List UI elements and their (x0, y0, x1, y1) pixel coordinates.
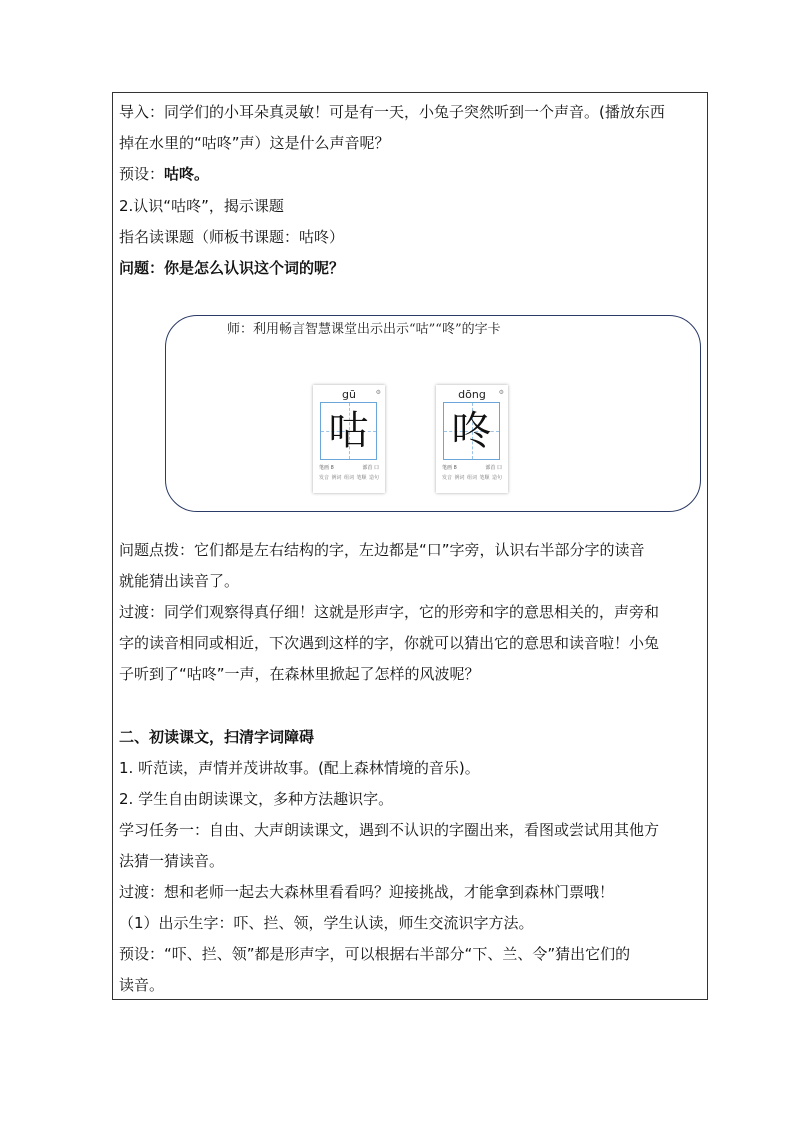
bold-answer: 咕咚。 (164, 165, 210, 183)
text-line: （1）出示生字：吓、拦、领，学生认读，师生交流识字方法。 (119, 914, 534, 932)
text-line: 子听到了“咕咚”一声，在森林里掀起了怎样的风波呢？ (119, 665, 480, 683)
text-line: 掉在水里的“咕咚”声）这是什么声音呢？ (119, 134, 390, 152)
text-line: 2.认识“咕咚”，揭示课题 (119, 197, 284, 215)
text-line: 过渡：同学们观察得真仔细！这就是形声字，它的形旁和字的意思相关的，声旁和 (119, 603, 660, 621)
radical-label: 部首 口 (485, 465, 502, 471)
card-meta (442, 464, 502, 471)
character-card-gu (313, 385, 385, 493)
text-line: 法猜一猜读音。 (119, 852, 225, 870)
tool-item: 笔顺 (479, 475, 490, 481)
radical-label: 部首 口 (362, 465, 379, 471)
word-card-callout (165, 315, 701, 512)
tianzige-grid (320, 402, 377, 460)
strokes-label: 笔画 8 (319, 465, 334, 471)
tool-item: 组词 (343, 475, 354, 481)
tianzige-grid (443, 402, 500, 460)
text-line: 预设：“吓、拦、领”都是形声字，可以根据右半部分“下、兰、令”猜出它们的 (119, 945, 631, 963)
text-line: 过渡：想和老师一起去大森林里看看吗？迎接挑战，才能拿到森林门票哦！ (119, 883, 615, 901)
card-tools (442, 474, 502, 481)
text-line: 读音。 (119, 976, 165, 994)
section-heading: 二、初读课文，扫清字词障碍 (119, 728, 315, 746)
text-line: 指名读课题（师板书课题：咕咚） (119, 228, 345, 246)
text-line: 1. 听范读，声情并茂讲故事。(配上森林情境的音乐)。 (119, 759, 480, 777)
strokes-label: 笔画 8 (442, 465, 457, 471)
text-line: 导入：同学们的小耳朵真灵敏！可是有一天，小兔子突然听到一个声音。(播放东西 (119, 103, 665, 121)
text-line: 2. 学生自由朗读课文，多种方法趣识字。 (119, 790, 394, 808)
card-character: 咕 (328, 408, 369, 454)
card-meta (319, 464, 379, 471)
card-character: 咚 (451, 408, 492, 454)
text-line: 字的读音相同或相近，下次遇到这样的字，你就可以猜出它的意思和读音啦！小兔 (119, 634, 660, 652)
tool-item: 例词 (454, 475, 465, 481)
tool-item: 发音 (319, 475, 330, 481)
settings-icon: ⚙ (375, 389, 381, 396)
settings-icon: ⚙ (498, 389, 504, 396)
callout-caption: 师：利用畅言智慧课堂出示出示“咕”“咚”的字卡 (227, 322, 501, 337)
text-line: 问题点拨：它们都是左右结构的字，左边都是“口”字旁，认识右半部分字的读音 (119, 541, 645, 559)
character-card-dong (436, 385, 508, 493)
card-pinyin: gū (342, 388, 356, 401)
text-prefix: 预设： (119, 165, 165, 183)
text-line: 就能猜出读音了。 (119, 572, 240, 590)
text-line: 学习任务一：自由、大声朗读课文，遇到不认识的字圈出来，看图或尝试用其他方 (119, 821, 660, 839)
tool-item: 发音 (442, 475, 453, 481)
tool-item: 例词 (331, 475, 342, 481)
card-tools (319, 474, 379, 481)
question-line: 问题：你是怎么认识这个词的呢？ (119, 259, 345, 277)
tool-item: 组词 (466, 475, 477, 481)
tool-item: 造句 (368, 475, 379, 481)
tool-item: 造句 (491, 475, 502, 481)
card-pinyin: dōng (458, 388, 486, 401)
tool-item: 笔顺 (356, 475, 367, 481)
text-line (119, 164, 209, 184)
